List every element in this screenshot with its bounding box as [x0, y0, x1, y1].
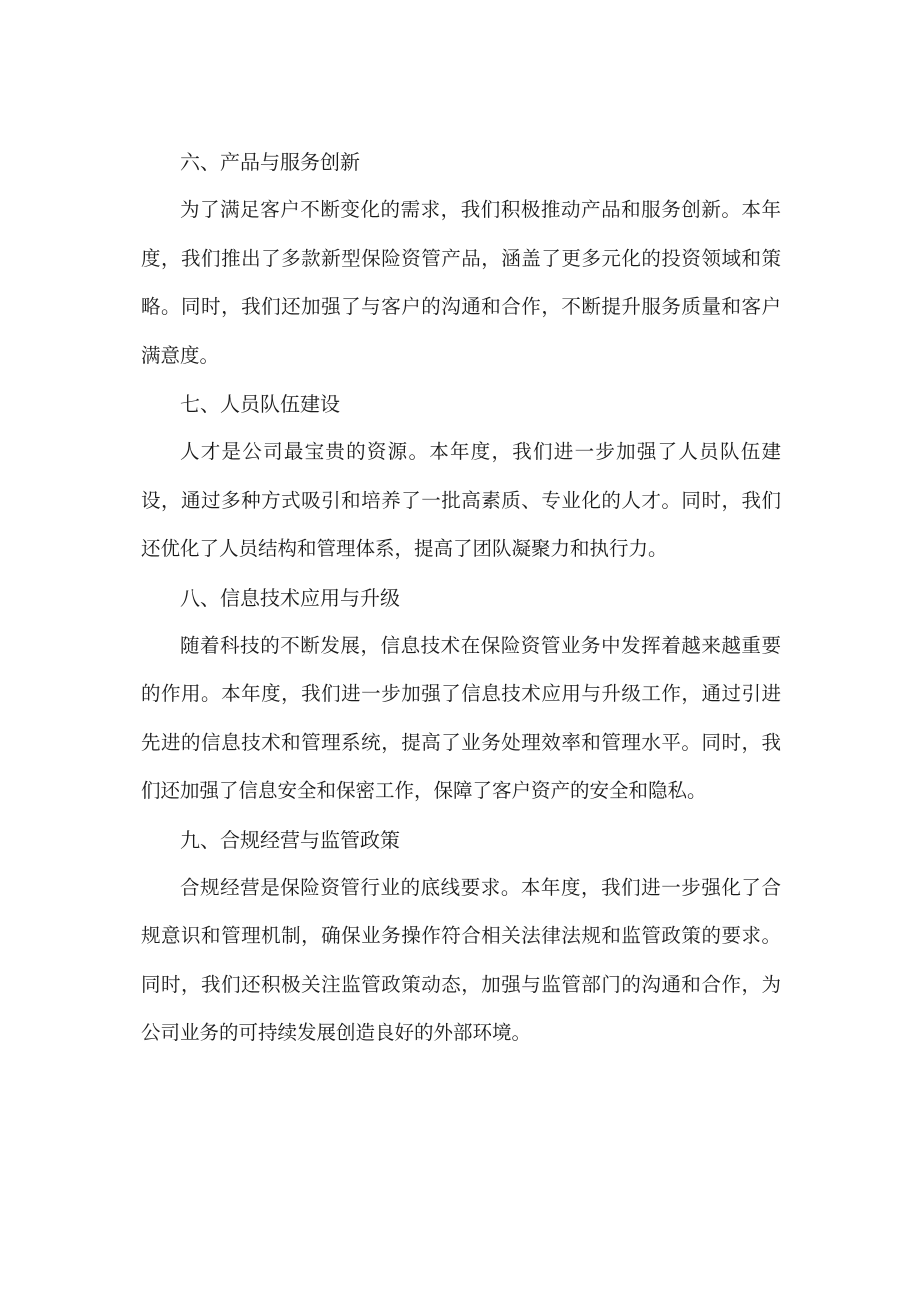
- section-heading: 八、信息技术应用与升级: [180, 585, 400, 610]
- document-body: [141, 138, 781, 1058]
- section-product-service-innovation: [141, 138, 781, 380]
- section-paragraph: 合规经营是保险资管行业的底线要求。本年度，我们进一步强化了合规意识和管理机制，确保业务操作符合相关法律法规和监管政策的要求。同时，我们还积极关注监管政策动态，加强与监管部门的沟通和合作，为公司业务的可持续发展创造良好的外部环境。: [141, 875, 781, 1044]
- section-heading: 九、合规经营与监管政策: [180, 827, 400, 852]
- section-heading: 六、产品与服务创新: [180, 150, 360, 174]
- section-it-application-upgrade: [141, 574, 781, 816]
- section-compliance-regulation: [141, 816, 781, 1058]
- section-personnel-team-building: [141, 380, 781, 574]
- section-heading: 七、人员队伍建设: [180, 392, 340, 416]
- section-paragraph: 为了满足客户不断变化的需求，我们积极推动产品和服务创新。本年度，我们推出了多款新型保险资管产品，涵盖了更多元化的投资领域和策略。同时，我们还加强了与客户的沟通和合作，不断提升服务质量和客户满意度。: [141, 198, 781, 367]
- section-paragraph: 随着科技的不断发展，信息技术在保险资管业务中发挥着越来越重要的作用。本年度，我们进一步加强了信息技术应用与升级工作，通过引进先进的信息技术和管理系统，提高了业务处理效率和管理水平。同时，我们还加强了信息安全和保密工作，保障了客户资产的安全和隐私。: [141, 633, 781, 802]
- section-paragraph: 人才是公司最宝贵的资源。本年度，我们进一步加强了人员队伍建设，通过多种方式吸引和培养了一批高素质、专业化的人才。同时，我们还优化了人员结构和管理体系，提高了团队凝聚力和执行力。: [141, 440, 781, 560]
